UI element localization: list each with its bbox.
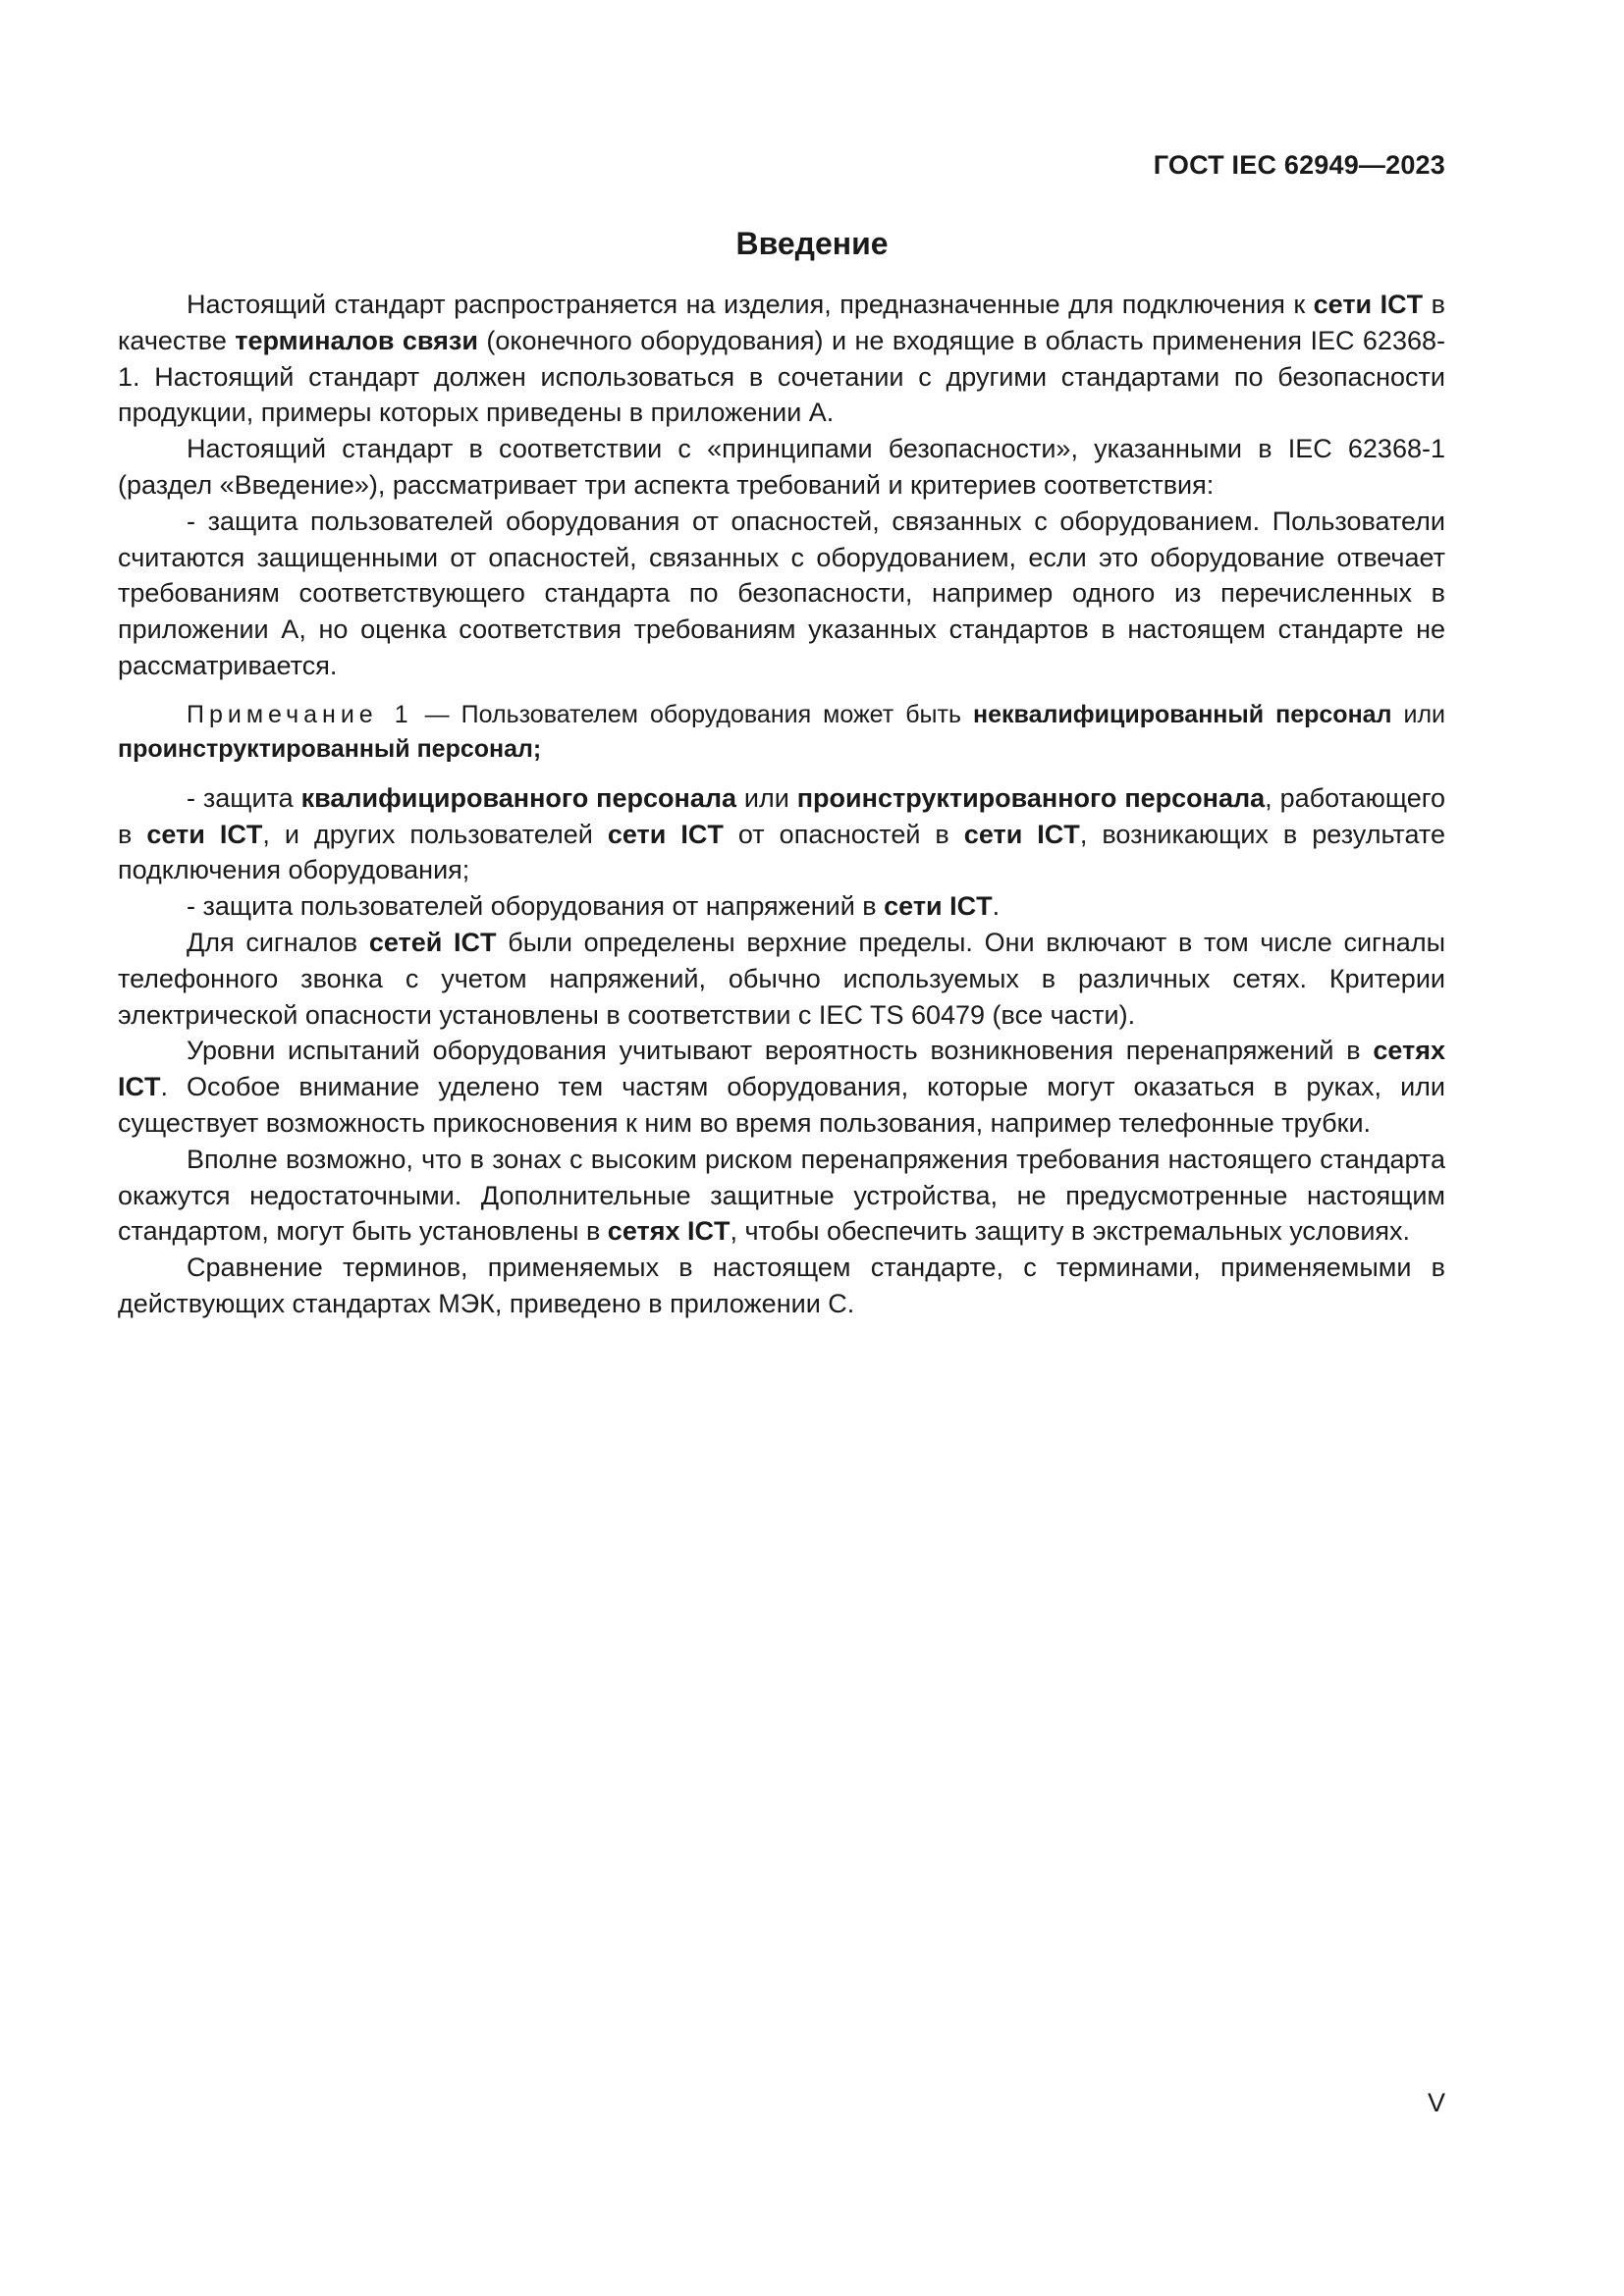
- text: от опасностей в: [723, 819, 964, 849]
- text: , возникающих в результате подключения оборудования;: [118, 819, 1445, 885]
- term: проинструктированного персонала: [796, 782, 1266, 813]
- paragraph-8: [118, 1142, 1445, 1250]
- text: были определены верхние пределы. Они включают в том числе сигналы телефонного звонка с учетом напряжений, обычно используемых в различных сетях. Критерии электрической опасности установлены в соответствии с IEC TS 60479 (все части).: [118, 927, 1445, 1030]
- paragraph-1: [118, 287, 1445, 431]
- term: неквалифицированный персонал: [973, 700, 1392, 728]
- note-label: Примечание 1: [187, 700, 413, 728]
- term: сети ICT: [607, 819, 724, 849]
- text: Для сигналов: [187, 927, 369, 957]
- term: сети ICT: [146, 819, 263, 849]
- text: (оконечного оборудования) и не входящие в область применения IEC 62368-1. Настоящий стандарт должен использоваться в сочетании с другими стандартами по безопасности продукции, примеры которых приведены в приложении А.: [118, 325, 1445, 428]
- text: - защита: [187, 782, 301, 813]
- page-number: V: [1427, 2088, 1445, 2117]
- term: сети ICT: [1313, 290, 1424, 319]
- text: , работающего в: [118, 782, 1446, 849]
- paragraph-4-list-item: [118, 780, 1445, 888]
- paragraph-2: [118, 431, 1445, 504]
- text: - защита пользователей оборудования от напряжений в: [187, 891, 885, 922]
- section-title: Введение: [735, 226, 889, 261]
- text: в качестве: [118, 290, 1445, 355]
- paragraph-6: [118, 925, 1445, 1033]
- paragraph-9: [118, 1250, 1445, 1322]
- paragraph-3-list-item: [118, 504, 1445, 684]
- text: - защита пользователей оборудования от опасностей, связанных с оборудованием. Пользователи считаются защищенными от опасностей, связанных с оборудованием, если это оборудование отвечает требованиям соответствующего стандарта по безопасности, например одного из перечисленных в приложении А, но оценка соответствия требованиям указанных стандартов в настоящем стандарте не рассматривается.: [118, 506, 1445, 680]
- text: — Пользователем оборудования может быть: [412, 700, 974, 728]
- note-1: [118, 698, 1445, 767]
- text: , и других пользователей: [262, 819, 608, 849]
- text: Настоящий стандарт распространяется на изделия, предназначенные для подключения к: [187, 290, 1314, 319]
- term: сети ICT: [884, 891, 993, 922]
- standard-code: ГОСТ IEC 62949—2023: [1153, 150, 1445, 180]
- term: проинструктированный персонал;: [118, 734, 542, 763]
- term: терминалов связи: [235, 325, 478, 355]
- paragraph-7: [118, 1033, 1445, 1141]
- text: Уровни испытаний оборудования учитывают вероятность возникновения перенапряжений в: [187, 1036, 1374, 1066]
- term: сети ICT: [963, 819, 1080, 849]
- text: Вполне возможно, что в зонах с высоким риском перенапряжения требования настоящего стандарта окажутся недостаточными. Дополнительные защитные устройства, не предусмотренные настоящим стандартом, могут быть установлены в: [118, 1144, 1445, 1247]
- text: , чтобы обеспечить защиту в экстремальных условиях.: [730, 1216, 1411, 1247]
- document-body: [118, 287, 1445, 1322]
- text: или: [1391, 700, 1446, 728]
- term: квалифицированного персонала: [300, 782, 736, 813]
- text: Сравнение терминов, применяемых в настоящем стандарте, с терминами, применяемыми в действующих стандартах МЭК, приведено в приложении С.: [118, 1253, 1445, 1318]
- text: или: [736, 782, 797, 813]
- term: сетей ICT: [368, 927, 497, 957]
- term: сетях ICT: [607, 1216, 731, 1247]
- text: . Особое внимание уделено тем частям оборудования, которые могут оказаться в руках, или существует возможность прикосновения к ним во время пользования, например телефонные трубки.: [118, 1072, 1445, 1138]
- text: Настоящий стандарт в соответствии с «принципами безопасности», указанными в IEC 62368-1 (раздел «Введение»), рассматривает три аспекта требований и критериев соответствия:: [118, 434, 1445, 500]
- paragraph-5-list-item: [118, 888, 1445, 925]
- text: .: [992, 891, 1001, 922]
- term: сетях ICT: [118, 1036, 1445, 1102]
